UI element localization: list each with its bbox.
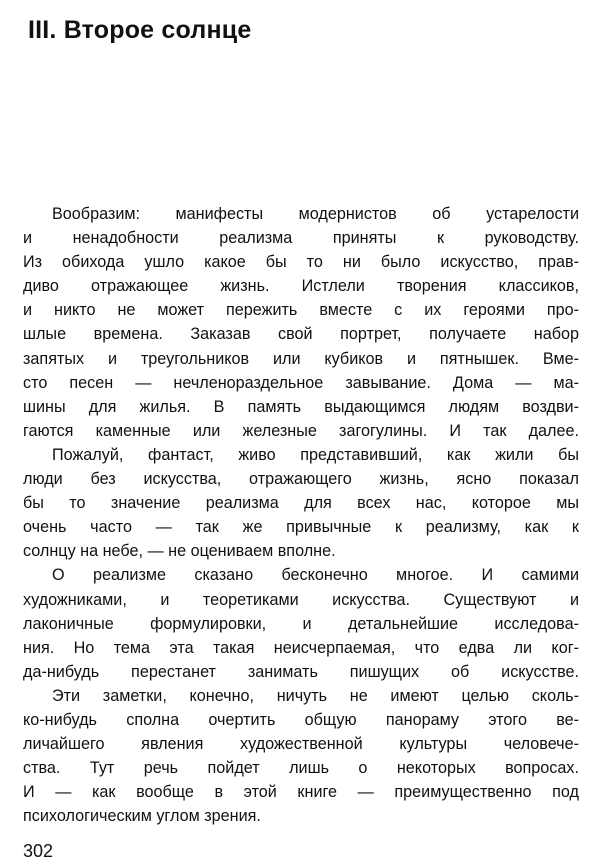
text-line: шины для жилья. В память выдающимся людям воздви- — [23, 397, 579, 416]
text-line: личайшего явления художественной культуры человече- — [23, 735, 579, 754]
text-line: и ненадобности реализма приняты к руководству. — [23, 229, 579, 248]
body-text — [23, 202, 579, 828]
text-line: солнцу на небе, — не оцениваем вполне. — [23, 542, 336, 561]
text-line: Пожалуй, фантаст, живо представивший, как жили бы — [52, 445, 579, 464]
text-line: О реализме сказано бесконечно многое. И самими — [52, 566, 579, 585]
text-line: ко-нибудь сполна очертить общую панораму этого ве- — [23, 710, 579, 729]
page-number: 302 — [23, 841, 54, 862]
chapter-title: III. Второе солнце — [28, 16, 252, 44]
text-line: люди без искусства, отражающего жизнь, ясно показал — [23, 470, 579, 489]
text-line: художниками, и теоретиками искусства. Существуют и — [23, 590, 579, 609]
text-line: Эти заметки, конечно, ничуть не имеют целью сколь- — [52, 686, 579, 705]
text-line: ства. Тут речь пойдет лишь о некоторых вопросах. — [23, 759, 579, 778]
text-line: Из обихода ушло какое бы то ни было искусство, прав- — [23, 253, 579, 272]
text-line: да-нибудь перестанет занимать пишущих об искусстве. — [23, 662, 579, 681]
text-line: гаются каменные или железные загогулины. И так далее. — [23, 421, 579, 440]
text-line: ния. Но тема эта такая неисчерпаемая, что едва ли ког- — [23, 638, 579, 657]
text-line: запятых и треугольников или кубиков и пятнышек. Вме- — [23, 349, 579, 368]
text-line: бы то значение реализма для всех нас, которое мы — [23, 494, 579, 513]
text-line: Вообразим: манифесты модернистов об устарелости — [52, 205, 579, 223]
text-line: психологическим углом зрения. — [23, 807, 261, 826]
text-line: очень часто — так же привычные к реализму, как к — [23, 518, 579, 537]
text-line: лаконичные формулировки, и детальнейшие исследова- — [23, 614, 579, 633]
text-line: шлые времена. Заказав свой портрет, получаете набор — [23, 325, 579, 344]
body-column — [23, 202, 579, 862]
text-line: диво отражающее жизнь. Истлели творения классиков, — [23, 277, 579, 296]
text-line: И — как вообще в этой книге — преимущественно под — [23, 783, 579, 802]
text-line: сто песен — нечленораздельное завывание. Дома — ма- — [23, 373, 579, 392]
text-line: и никто не может пережить вместе с их героями про- — [23, 301, 579, 320]
